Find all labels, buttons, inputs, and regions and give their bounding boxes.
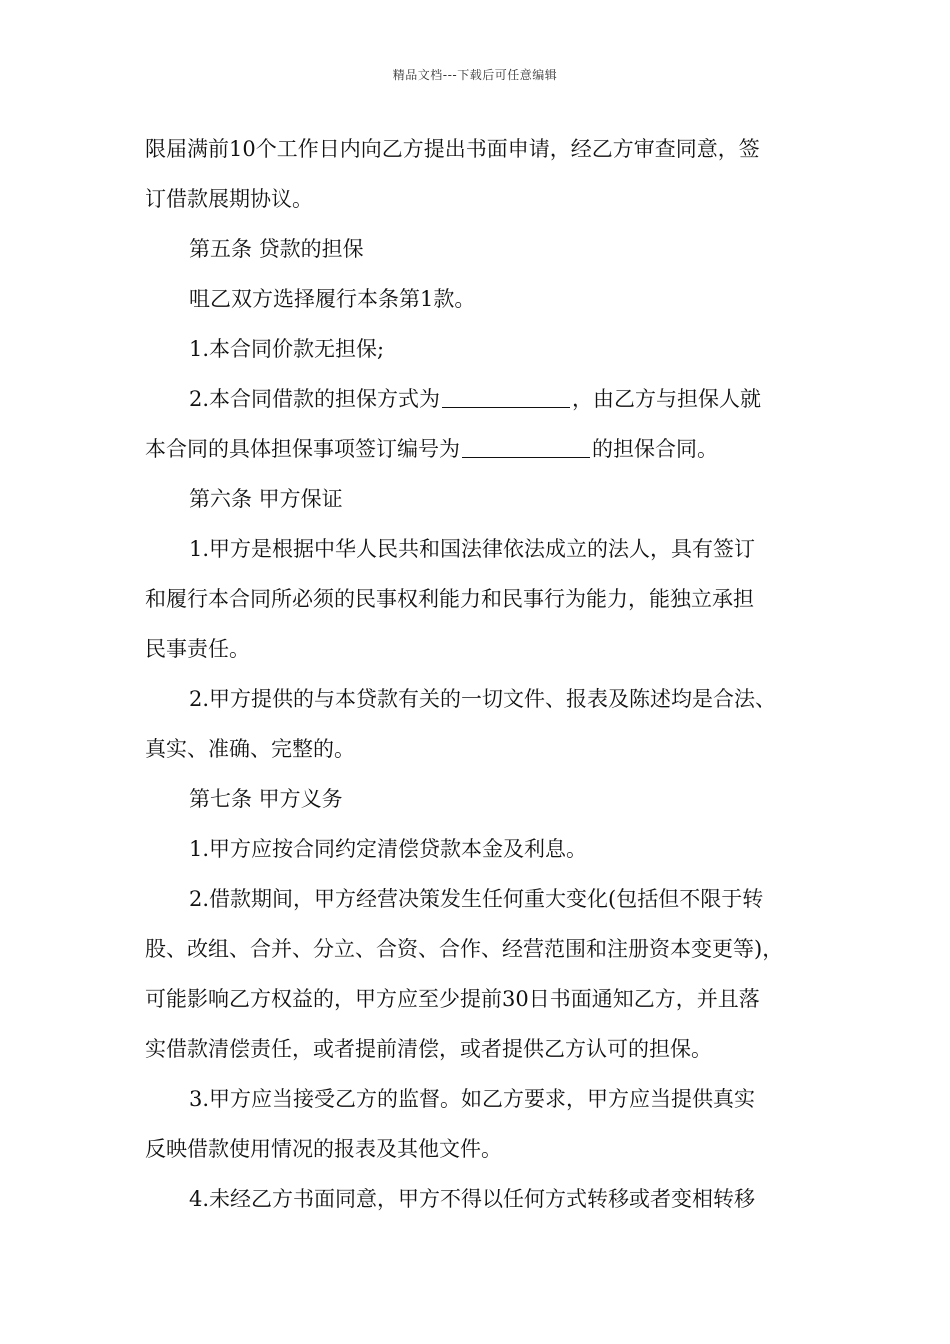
article-heading: 第六条 甲方保证 bbox=[189, 487, 343, 511]
fill-in-blank[interactable] bbox=[442, 383, 570, 408]
clause-item bbox=[145, 374, 825, 424]
clause-text: 2.本合同借款的担保方式为 bbox=[189, 387, 441, 411]
clause-item: 2.借款期间，甲方经营决策发生任何重大变化(包括但不限于转 bbox=[189, 887, 764, 911]
paragraph-line bbox=[145, 424, 825, 474]
paragraph-line: 反映借款使用情况的报表及其他文件。 bbox=[145, 1137, 502, 1161]
clause-item: 2.甲方提供的与本贷款有关的一切文件、报表及陈述均是合法、 bbox=[189, 687, 777, 711]
paragraph-line: 可能影响乙方权益的，甲方应至少提前30日书面通知乙方，并且落 bbox=[145, 987, 760, 1011]
clause-text: 本合同的具体担保事项签订编号为 bbox=[145, 437, 460, 461]
clause-text: ，由乙方与担保人就 bbox=[572, 387, 762, 411]
article-heading: 第五条 贷款的担保 bbox=[189, 237, 364, 261]
paragraph-line: 真实、准确、完整的。 bbox=[145, 737, 355, 761]
paragraph-line: 和履行本合同所必须的民事权利能力和民事行为能力，能独立承担 bbox=[145, 587, 754, 611]
fill-in-blank[interactable] bbox=[462, 433, 590, 458]
clause-item: 1.甲方是根据中华人民共和国法律依法成立的法人，具有签订 bbox=[189, 537, 756, 561]
paragraph-line: 订借款展期协议。 bbox=[145, 187, 313, 211]
paragraph-line: 限届满前10个工作日内向乙方提出书面申请，经乙方审查同意，签 bbox=[145, 137, 760, 161]
clause-text: 的担保合同。 bbox=[592, 437, 718, 461]
paragraph-line: 实借款清偿责任，或者提前清偿，或者提供乙方认可的担保。 bbox=[145, 1037, 712, 1061]
paragraph-line: 民事责任。 bbox=[145, 637, 250, 661]
clause-item: 1.本合同价款无担保; bbox=[189, 337, 385, 361]
paragraph-line: 咀乙双方选择履行本条第1款。 bbox=[189, 287, 476, 311]
clause-item: 4.未经乙方书面同意，甲方不得以任何方式转移或者变相转移 bbox=[189, 1187, 756, 1211]
clause-item: 3.甲方应当接受乙方的监督。如乙方要求，甲方应当提供真实 bbox=[189, 1087, 756, 1111]
clause-item: 1.甲方应按合同约定清偿贷款本金及利息。 bbox=[189, 837, 588, 861]
paragraph-line: 股、改组、合并、分立、合资、合作、经营范围和注册资本变更等)， bbox=[145, 937, 784, 961]
article-heading: 第七条 甲方义务 bbox=[189, 787, 343, 811]
document-body bbox=[145, 124, 825, 1224]
page-header: 精品文档---下载后可任意编辑 bbox=[392, 68, 558, 82]
